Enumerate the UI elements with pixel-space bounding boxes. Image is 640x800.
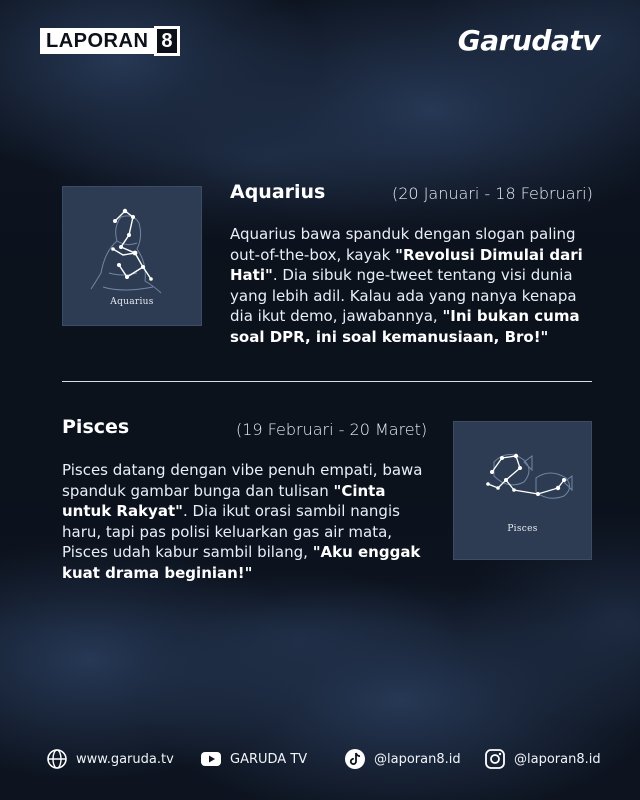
footer-instagram[interactable] [484,748,601,770]
pisces-constellation-image [453,421,592,560]
footer-tiktok[interactable] [344,748,461,770]
highlight-quote: "Aku enggak kuat drama beginian!" [62,543,421,582]
aquarius-description [230,224,594,347]
aquarius-dates: (20 Januari - 18 Februari) [392,184,593,203]
footer-youtube[interactable] [200,748,307,770]
tiktok-icon [344,748,366,770]
laporan-logo-number: 8 [154,26,179,56]
laporan-logo-text: LAPORAN [40,28,154,54]
aquarius-constellation-image [62,186,202,326]
footer-website-label: www.garuda.tv [76,751,174,767]
text-segment: . Dia ikut orasi sambil nangis haru, tapi pas polisi keluarkan gas air mata, Pisces udah kabur sambil bilang, [62,502,400,561]
aquarius-title: Aquarius [230,181,326,203]
footer-youtube-label: GARUDA TV [230,751,308,767]
section-divider [62,381,592,382]
pisces-dates: (19 Februari - 20 Maret) [236,420,428,439]
highlight-quote: "Ini bukan cuma soal DPR, ini soal kemanusiaan, Bro!" [230,307,580,346]
text-segment: Aquarius bawa spanduk dengan slogan paling out-of-the-box, kayak [230,225,576,264]
youtube-icon [200,748,222,770]
footer-instagram-label: @laporan8.id [514,751,601,767]
text-segment: Pisces datang dengan vibe penuh empati, bawa spanduk gambar bunga dan tulisan [62,461,423,500]
pisces-image-caption: Pisces [507,524,538,534]
pisces-title: Pisces [62,416,130,438]
pisces-description [62,460,432,583]
laporan8-logo [40,26,180,56]
instagram-icon [484,748,506,770]
garudatv-logo: Garudatv [457,24,600,57]
pisces-constellation-icon [454,422,591,559]
highlight-quote: "Revolusi Dimulai dari Hati" [230,245,583,284]
text-segment: . Dia sibuk nge-tweet tentang visi dunia yang lebih adil. Kalau ada yang nanya kenapa dia ikut demo, jawabannya, [230,266,577,325]
aquarius-image-caption: Aquarius [110,297,154,307]
footer-website[interactable] [46,748,174,770]
globe-icon [46,748,68,770]
highlight-quote: "Cinta untuk Rakyat" [62,481,386,520]
footer-tiktok-label: @laporan8.id [374,751,461,767]
